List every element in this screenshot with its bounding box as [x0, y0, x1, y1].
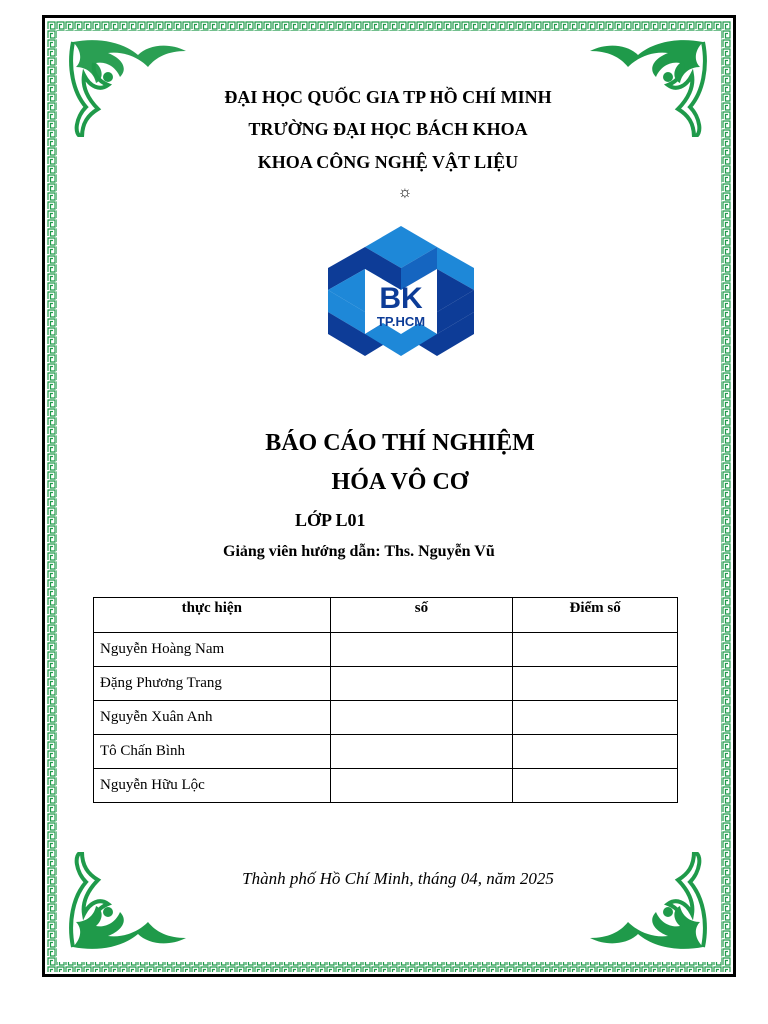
header-cell-name: thực hiện: [94, 598, 331, 633]
instructor-line: Giảng viên hướng dẫn: Ths. Nguyễn Vũ: [223, 543, 495, 560]
logo-text-bk: BK: [379, 282, 423, 315]
member-name: Nguyễn Hữu Lộc: [94, 769, 331, 803]
member-score: [513, 701, 678, 735]
member-score: [513, 769, 678, 803]
member-id: [330, 735, 513, 769]
class-label: LỚP L01: [295, 510, 366, 530]
table-header-row: [94, 598, 678, 633]
faculty-name: KHOA CÔNG NGHỆ VẬT LIỆU: [257, 152, 519, 172]
member-name: Đặng Phương Trang: [94, 667, 331, 701]
table-row: [94, 735, 678, 769]
logo-text-sub: TP.HCM: [376, 314, 426, 329]
member-score: [513, 667, 678, 701]
table-row: [94, 769, 678, 803]
header-cell-score: Điểm số: [513, 598, 678, 633]
ornament-row: [360, 184, 450, 202]
member-score: [513, 735, 678, 769]
member-id: [330, 769, 513, 803]
report-title: BÁO CÁO THÍ NGHIỆM: [265, 430, 535, 456]
member-id: [330, 633, 513, 667]
header-cell-id: số: [330, 598, 513, 633]
member-id: [330, 667, 513, 701]
footer-place-date: Thành phố Hồ Chí Minh, tháng 04, năm 2025: [242, 869, 554, 888]
member-name: Tô Chấn Bình: [94, 735, 331, 769]
sun-icon: ☼: [397, 184, 413, 201]
corner-flourish-bottom-right: [588, 852, 708, 952]
member-id: [330, 701, 513, 735]
table-row: [94, 701, 678, 735]
member-name: Nguyễn Hoàng Nam: [94, 633, 331, 667]
school-name: TRƯỜNG ĐẠI HỌC BÁCH KHOA: [248, 119, 528, 139]
member-name: Nguyễn Xuân Anh: [94, 701, 331, 735]
member-table: [93, 597, 678, 803]
corner-flourish-bottom-left: [68, 852, 188, 952]
university-name: ĐẠI HỌC QUỐC GIA TP HỒ CHÍ MINH: [224, 87, 552, 107]
table-row: [94, 667, 678, 701]
table-row: [94, 633, 678, 667]
bk-logo: [328, 226, 474, 366]
report-subject: HÓA VÔ CƠ: [331, 469, 469, 495]
member-score: [513, 633, 678, 667]
